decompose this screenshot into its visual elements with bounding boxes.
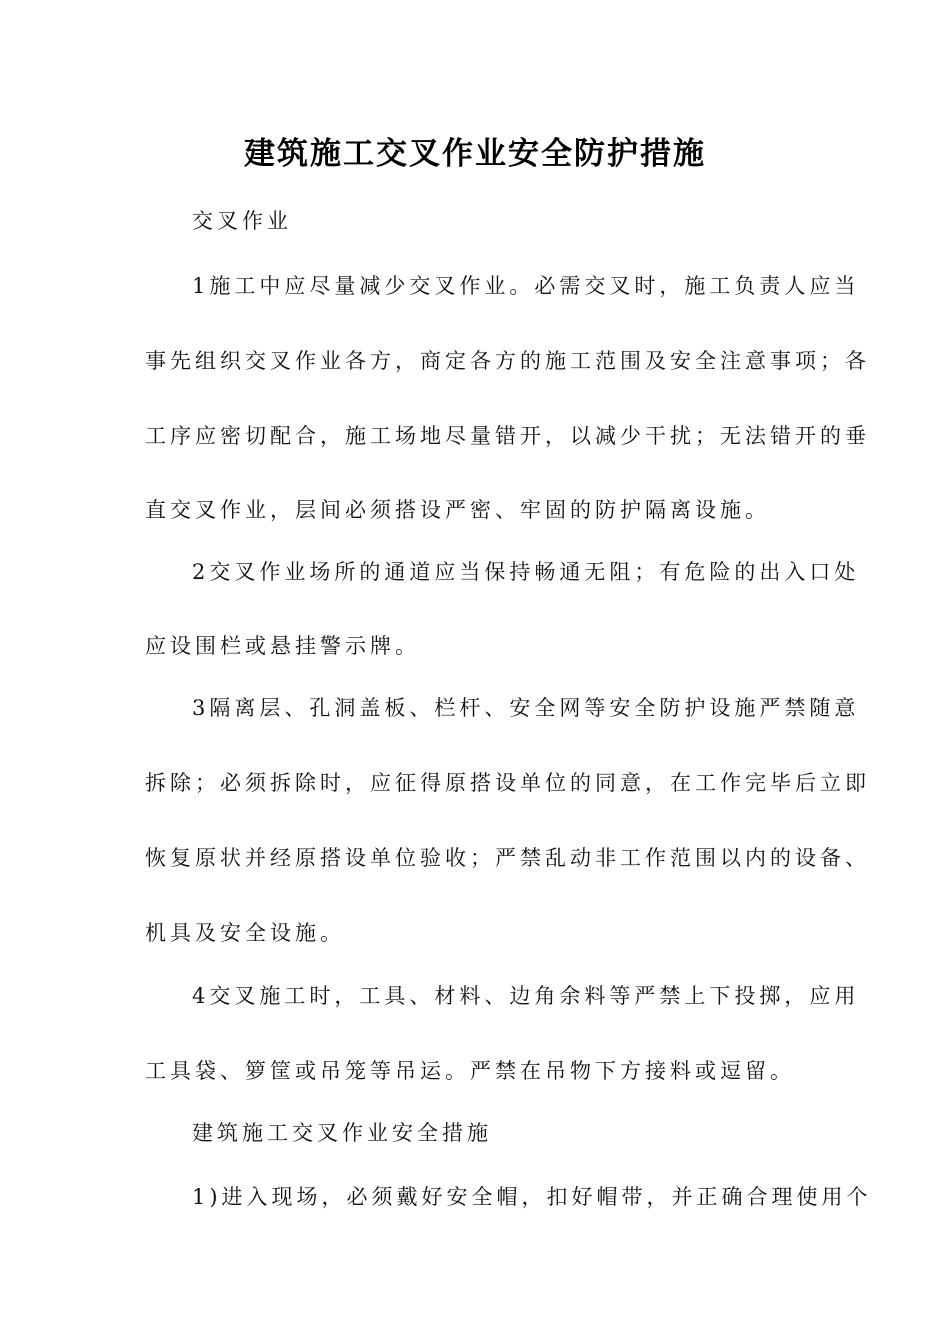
paragraph-line: 2交叉作业场所的通道应当保持畅通无阻；有危险的出入口处 [192,560,860,584]
paragraph-line: 工序应密切配合，施工场地尽量错开，以减少干扰；无法错开的垂 [145,424,870,448]
paragraph-line: 直交叉作业，层间必须搭设严密、牢固的防护隔离设施。 [145,498,770,522]
paragraph-line: 恢复原状并经原搭设单位验收；严禁乱动非工作范围以内的设备、 [145,846,870,870]
paragraph-line: 工具袋、箩筐或吊笼等吊运。严禁在吊物下方接料或逗留。 [145,1059,795,1083]
section-heading: 交叉作业 [192,209,292,233]
paragraph-line: 4交叉施工时，工具、材料、边角余料等严禁上下投掷，应用 [192,984,860,1008]
section-heading: 建筑施工交叉作业安全措施 [192,1121,492,1145]
paragraph-line: 1施工中应尽量减少交叉作业。必需交叉时，施工负责人应当 [192,274,860,298]
paragraph-line: 事先组织交叉作业各方，商定各方的施工范围及安全注意事项；各 [145,349,870,373]
paragraph-line: 1)进入现场，必须戴好安全帽，扣好帽带，并正确合理使用个 [192,1185,872,1209]
paragraph-line: 3隔离层、孔洞盖板、栏杆、安全网等安全防护设施严禁随意 [192,696,860,720]
paragraph-line: 拆除；必须拆除时，应征得原搭设单位的同意，在工作完毕后立即 [145,771,870,795]
paragraph-line: 机具及安全设施。 [145,921,345,945]
paragraph-line: 应设围栏或悬挂警示牌。 [145,634,420,658]
document-title: 建筑施工交叉作业安全防护措施 [244,136,706,172]
